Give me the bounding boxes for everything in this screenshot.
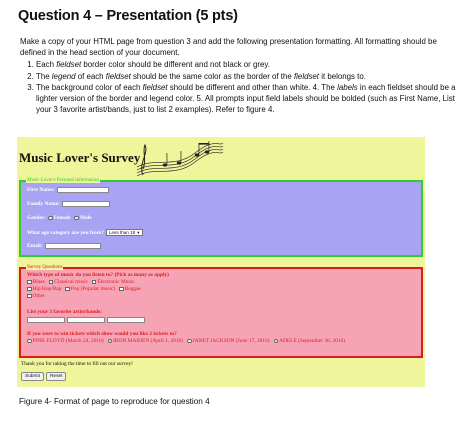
music-pop-checkbox[interactable]: [65, 287, 70, 292]
form-buttons: [21, 372, 66, 381]
music-type-label: Which type of music do you listen to? (Pick as many as apply): [27, 272, 169, 278]
music-electronic-checkbox[interactable]: [92, 280, 97, 285]
submit-button[interactable]: Submit: [21, 372, 44, 381]
family-name-label: Family Name:: [27, 201, 60, 207]
survey-legend: Survey Questions: [27, 265, 63, 270]
figure-caption: Figure 4- Format of page to reproduce for question 4: [19, 397, 210, 406]
music-classical-checkbox[interactable]: [49, 280, 54, 285]
artist-1-input[interactable]: [27, 317, 65, 323]
survey-header: Music Lover's Survey: [19, 150, 141, 165]
question-title: Question 4 – Presentation (5 pts): [18, 8, 238, 24]
artist-3-input[interactable]: [107, 317, 145, 323]
music-hiphop-checkbox[interactable]: [27, 287, 32, 292]
age-select[interactable]: Less than 18 ▾: [106, 229, 143, 236]
personal-info-fieldset: [19, 180, 423, 257]
music-notes-icon: [135, 139, 225, 179]
gender-male-radio[interactable]: [74, 216, 79, 221]
family-name-input[interactable]: [62, 201, 110, 207]
music-reggae-checkbox[interactable]: [119, 287, 124, 292]
instruction-item: 2. The legend of each fieldset should be the same color as the border of the fieldset it belongs to.: [36, 71, 460, 82]
reset-button[interactable]: Reset: [46, 372, 67, 381]
instruction-item: 3. The background color of each fieldset should be different and other than white. 4. The labels in each fieldset should be a lighter version of the border and legend color. 5. All prompts input field labels should be bolded (such as First Name, List your 3 favorite artist/bands, just to list 2 examples). Refer to figure 4.: [36, 82, 460, 116]
ticket-iron-maiden-radio[interactable]: [108, 339, 113, 344]
chevron-down-icon: ▾: [137, 229, 140, 235]
gender-female-radio[interactable]: [48, 216, 53, 221]
gender-label: Gender:: [27, 215, 47, 221]
figure-4: [17, 137, 425, 387]
tickets-label: If you were to win tickets which show would you like 2 tickets to?: [27, 331, 177, 337]
first-name-input[interactable]: [57, 187, 109, 193]
instructions-intro: Make a copy of your HTML page from question 3 and add the following presentation formatting. All formatting should be defined in the head section of your document.: [20, 37, 437, 58]
music-blues-checkbox[interactable]: [27, 280, 32, 285]
gender-female-label: Female: [53, 215, 71, 221]
age-label: What age category are you from?: [27, 229, 104, 236]
music-other-checkbox[interactable]: [27, 294, 32, 299]
ticket-adele-radio[interactable]: [274, 339, 279, 344]
first-name-label: First Name:: [27, 187, 55, 193]
artists-label: List your 3 favorite artist/bands:: [27, 309, 103, 315]
instruction-item: 1. Each fieldset border color should be different and not black or grey.: [36, 59, 460, 70]
ticket-pink-floyd-radio[interactable]: [27, 339, 32, 344]
survey-fieldset: Survey Questions Which type of music do you listen to? (Pick as many as apply) Blues Classical music Electronic Music Hip Hop/Rap Pop (Popular music) Reggae Other List your 3 favorite artist/bands: If you were to win tickets which show would you like 2 tickets to? PINK FLOYD (March 24, 2016) IRON MAIDEN (April 1, 2016) JANET JACKSON (June 17, 2016) ADELE (September 30, 2016): [19, 267, 423, 358]
instructions-list: [20, 59, 460, 115]
thanks-message: Thank you for taking the time to fill out our survey!: [21, 361, 133, 367]
instructions: [20, 36, 460, 115]
email-input[interactable]: [45, 243, 101, 249]
personal-legend: Music Lover's Personal information: [27, 178, 99, 183]
gender-male-label: Male: [79, 215, 92, 221]
email-label: Email:: [27, 243, 43, 249]
ticket-janet-jackson-radio[interactable]: [187, 339, 192, 344]
artist-2-input[interactable]: [67, 317, 105, 323]
